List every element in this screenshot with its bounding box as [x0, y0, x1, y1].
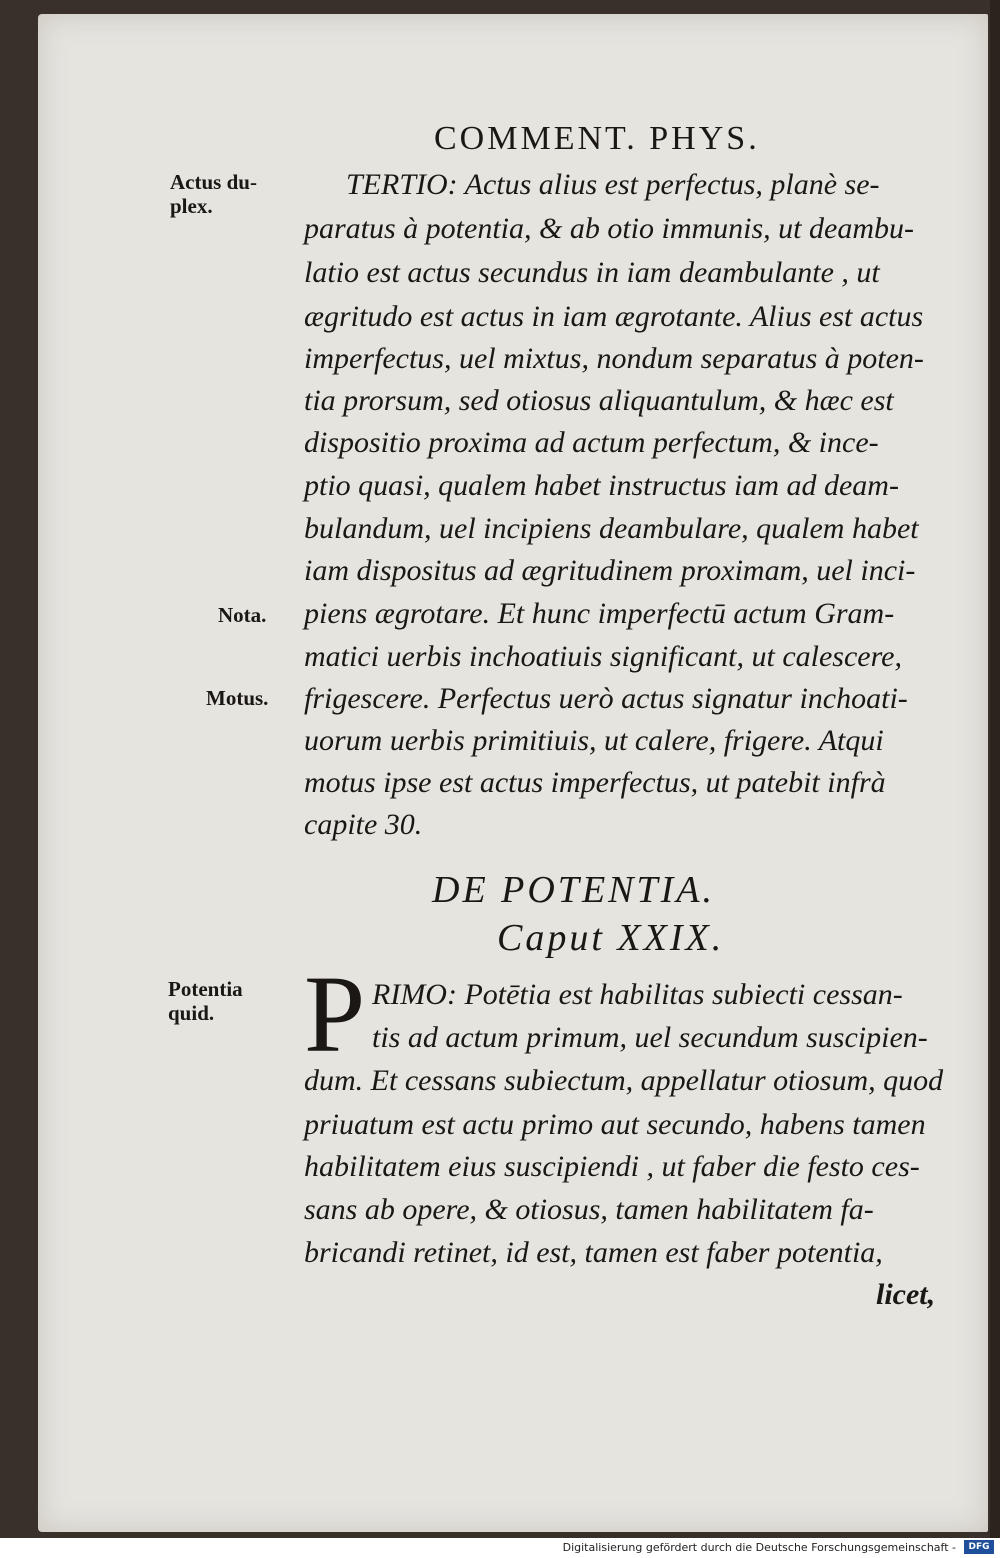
para1-line-11: piens ægrotare. Et hunc imperfectū actum Gram- — [304, 597, 895, 630]
footer-credit: Digitalisierung gefördert durch die Deutsche Forschungsgemeinschaft - — [562, 1541, 956, 1554]
para1-line-13: frigescere. Perfectus uerò actus signatur inchoati- — [304, 682, 908, 715]
para2-line-3: dum. Et cessans subiectum, appellatur otiosum, quod — [304, 1064, 944, 1097]
margin-note-actus: Actus du- plex. — [170, 170, 257, 218]
para1-line-12: matici uerbis inchoatiuis significant, ut calescere, — [304, 640, 902, 673]
para1-line-2: paratus à potentia, & ab otio immunis, ut deambu- — [304, 212, 914, 245]
para1-line-8: ptio quasi, qualem habet instructus iam ad deam- — [304, 469, 899, 502]
para1-line-16: capite 30. — [304, 808, 423, 841]
digitization-footer — [0, 1538, 1000, 1558]
para2-line-4: priuatum est actu primo aut secundo, habens tamen — [304, 1108, 926, 1141]
dfg-logo: DFG — [964, 1540, 994, 1554]
para1-line-5: imperfectus, uel mixtus, nondum separatus à poten- — [304, 342, 924, 375]
margin-note-motus: Motus. — [206, 686, 269, 710]
para1-line-15: motus ipse est actus imperfectus, ut patebit infrà — [304, 766, 886, 799]
chapter-subtitle: Caput XXIX. — [497, 917, 725, 959]
running-header: COMMENT. PHYS. — [434, 120, 760, 157]
para2-line-1: RIMO: Potētia est habilitas subiecti cessan- — [372, 978, 903, 1011]
book-edge — [990, 0, 1000, 1538]
para1-line-1: TERTIO: Actus alius est perfectus, planè se- — [346, 168, 880, 201]
chapter-title: DE POTENTIA. — [432, 869, 715, 911]
margin-note-nota: Nota. — [218, 603, 267, 627]
para2-line-2: tis ad actum primum, uel secundum suscipien- — [372, 1021, 928, 1054]
para1-line-14: uorum uerbis primitiuis, ut calere, frigere. Atqui — [304, 724, 884, 757]
para1-line-4: ægritudo est actus in iam ægrotante. Alius est actus — [304, 300, 924, 333]
para2-line-6: sans ab opere, & otiosus, tamen habilitatem fa- — [304, 1193, 874, 1226]
para1-line-3: latio est actus secundus in iam deambulante , ut — [304, 256, 880, 289]
para2-line-5: habilitatem eius suscipiendi , ut faber die festo ces- — [304, 1150, 920, 1183]
para1-line-6: tia prorsum, sed otiosus aliquantulum, & hæc est — [304, 384, 894, 417]
catchword: licet, — [876, 1278, 936, 1311]
para1-line-7: dispositio proxima ad actum perfectum, & ince- — [304, 426, 879, 459]
para1-line-9: bulandum, uel incipiens deambulare, qualem habet — [304, 512, 919, 545]
para2-line-7: bricandi retinet, id est, tamen est faber potentia, — [304, 1236, 883, 1269]
para1-line-10: iam dispositus ad ægritudinem proximam, uel inci- — [304, 554, 916, 587]
margin-note-potentia: Potentia quid. — [168, 977, 243, 1025]
drop-cap-letter: P — [304, 953, 366, 1075]
